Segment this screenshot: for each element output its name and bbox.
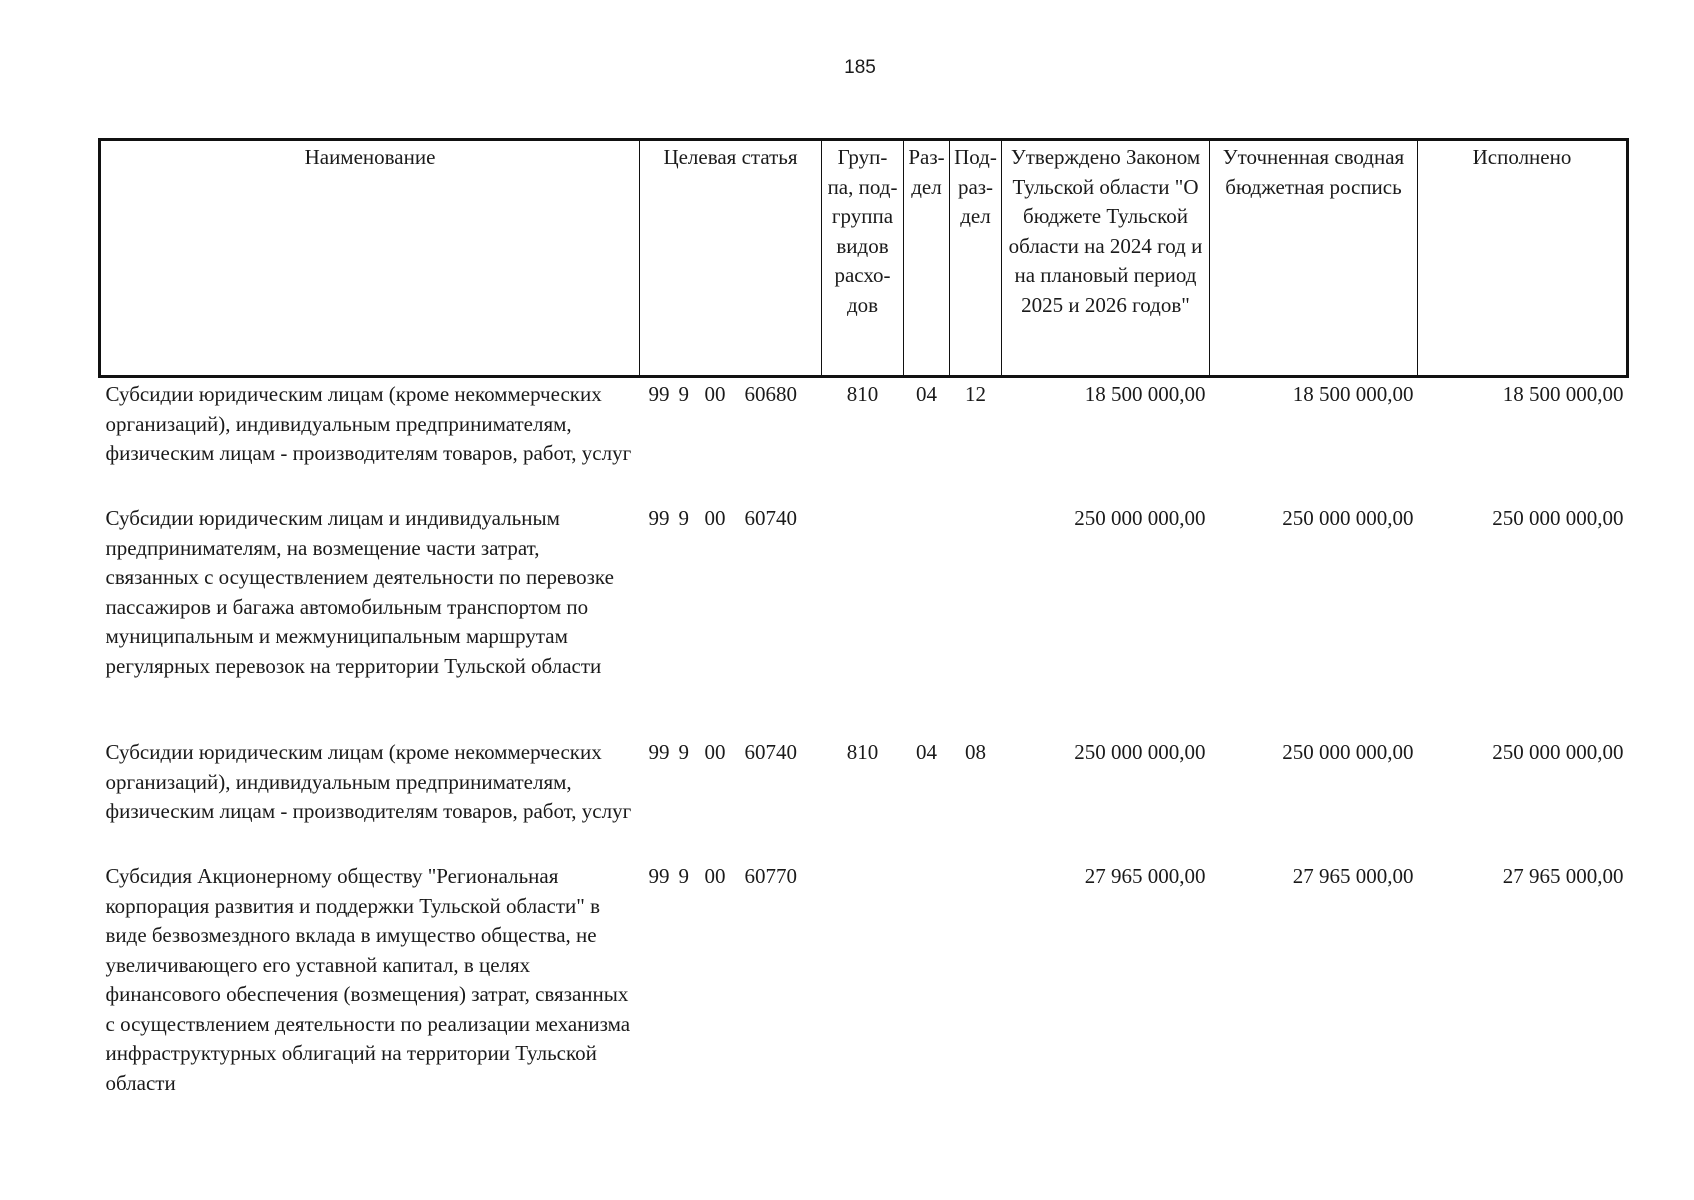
- row-target-article: [640, 860, 822, 1098]
- row-expense-group: [822, 860, 904, 1098]
- row-section: [904, 500, 950, 738]
- row-approved: 250 000 000,00: [1074, 506, 1206, 530]
- row-executed: 27 965 000,00: [1502, 864, 1624, 888]
- table-row: [100, 377, 1628, 501]
- row-executed: 250 000 000,00: [1492, 506, 1624, 530]
- table-row: [100, 500, 1628, 738]
- code-part: 00: [704, 864, 726, 888]
- row-expense-group: 810: [846, 740, 879, 764]
- code-part: 60680: [744, 382, 797, 406]
- code-part: 9: [678, 864, 689, 888]
- code-part: 99: [648, 506, 670, 530]
- row-name: Субсидии юридическим лицам (кроме некоммерческих организаций), индивидуальным предпринимателям, физическим лицам - производителям товаров, работ, услуг: [105, 740, 632, 823]
- code-part: 60770: [744, 864, 797, 888]
- code-part: 99: [648, 382, 670, 406]
- row-executed: 250 000 000,00: [1492, 740, 1624, 764]
- row-refined: 250 000 000,00: [1282, 740, 1414, 764]
- row-subsection: [950, 860, 1002, 1098]
- header-section: Раз-дел: [904, 140, 950, 377]
- row-approved: 18 500 000,00: [1084, 382, 1206, 406]
- row-subsection: 08: [965, 740, 986, 764]
- header-refined: Уточненная сводная бюджетная роспись: [1210, 140, 1418, 377]
- row-subsection: 12: [965, 382, 986, 406]
- row-executed: 18 500 000,00: [1502, 382, 1624, 406]
- page-number: 185: [844, 57, 876, 78]
- code-part: 9: [678, 740, 689, 764]
- row-refined: 18 500 000,00: [1292, 382, 1414, 406]
- row-target-article: [640, 500, 822, 738]
- row-refined: 250 000 000,00: [1282, 506, 1414, 530]
- row-target-article: [640, 377, 822, 501]
- header-subsection: Под-раз-дел: [950, 140, 1002, 377]
- code-part: 99: [648, 740, 670, 764]
- row-section: 04: [916, 382, 937, 406]
- row-name: Субсидии юридическим лицам и индивидуальным предпринимателям, на возмещение части затрат, связанных с осуществлением деятельности по перевозке пассажиров и багажа автомобильным транспортом по муниципальным и межмуниципальным маршрутам регулярных перевозок на территории Тульской области: [105, 506, 614, 678]
- header-name: Наименование: [100, 140, 640, 377]
- row-subsection: [950, 500, 1002, 738]
- code-part: 00: [704, 740, 726, 764]
- code-part: 60740: [744, 506, 797, 530]
- row-section: 04: [916, 740, 937, 764]
- header-expense-group: Груп-па, под-группа видов расхо-дов: [822, 140, 904, 377]
- header-target-article: Целевая статья: [640, 140, 822, 377]
- row-expense-group: 810: [846, 382, 879, 406]
- code-part: 00: [704, 382, 726, 406]
- row-approved: 27 965 000,00: [1084, 864, 1206, 888]
- row-name: Субсидия Акционерному обществу "Региональная корпорация развития и поддержки Тульской области" в виде безвозмездного вклада в имущество общества, не увеличивающего его уставной капитал, в целях финансового обеспечения (возмещения) затрат, связанных с осуществлением деятельности по реализации механизма инфраструктурных облигаций на территории Тульской области: [105, 864, 631, 1095]
- row-section: [904, 860, 950, 1098]
- row-approved: 250 000 000,00: [1074, 740, 1206, 764]
- row-name: Субсидии юридическим лицам (кроме некоммерческих организаций), индивидуальным предпринимателям, физическим лицам - производителям товаров, работ, услуг: [105, 382, 632, 465]
- table-header: [100, 140, 1628, 377]
- code-part: 00: [704, 506, 726, 530]
- row-refined: 27 965 000,00: [1292, 864, 1414, 888]
- code-part: 9: [678, 506, 689, 530]
- table-row: [100, 860, 1628, 1098]
- code-part: 9: [678, 382, 689, 406]
- header-approved: Утверждено Законом Тульской области "О бюджете Тульской области на 2024 год и на плановый период 2025 и 2026 годов": [1002, 140, 1210, 377]
- table-row: [100, 738, 1628, 860]
- row-target-article: [640, 738, 822, 860]
- row-expense-group: [822, 500, 904, 738]
- code-part: 60740: [744, 740, 797, 764]
- code-part: 99: [648, 864, 670, 888]
- header-executed: Исполнено: [1418, 140, 1628, 377]
- budget-table: [98, 138, 1629, 1098]
